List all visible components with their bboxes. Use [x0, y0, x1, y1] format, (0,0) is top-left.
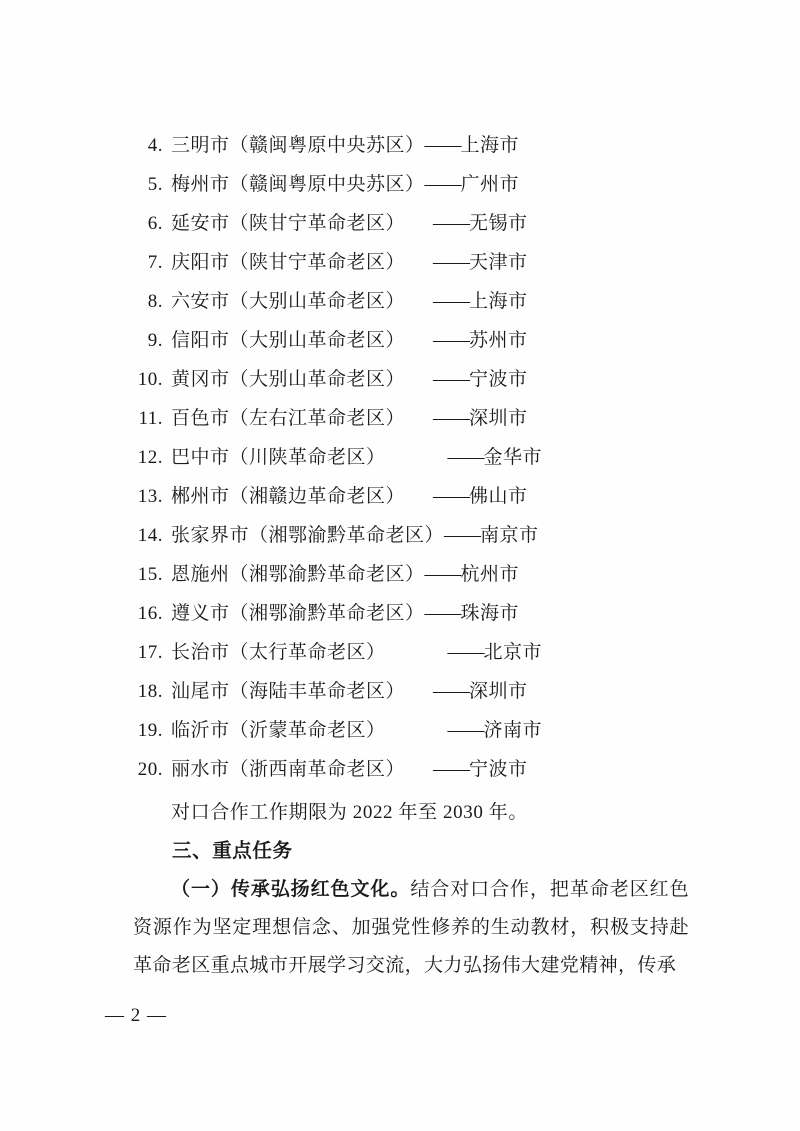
- list-item-target: 天津市: [469, 252, 528, 273]
- list-item: [133, 637, 673, 676]
- list-item: [133, 247, 673, 286]
- list-item-source: 张家界市（湘鄂渝黔革命老区）: [171, 525, 445, 546]
- list-item-dash: ——: [447, 642, 484, 663]
- list-item: [133, 442, 673, 481]
- list-item-dash: ——: [433, 759, 470, 780]
- pairing-list: [133, 130, 673, 793]
- subsection-text: 结合对口合作，把革命老区红色资源作为坚定理想信念、加强党性修养的生动教材，积极支持赴革命老区重点城市开展学习交流，大力弘扬伟大建党精神，传承: [133, 879, 689, 976]
- list-item-number: 4.: [147, 135, 163, 156]
- list-item-target: 深圳市: [469, 408, 528, 429]
- list-item-target: 无锡市: [469, 213, 528, 234]
- list-item-number: 9.: [147, 330, 163, 351]
- list-item-target: 金华市: [483, 447, 543, 468]
- subsection-paragraph: [133, 871, 689, 985]
- list-item-number: 12.: [137, 447, 163, 468]
- list-item-dash: ——: [424, 603, 461, 624]
- list-item: [133, 325, 673, 364]
- list-item-dash: ——: [424, 174, 461, 195]
- list-item-dash: ——: [433, 330, 470, 351]
- list-item-target: 上海市: [460, 135, 520, 156]
- list-item-number: 6.: [147, 213, 163, 234]
- list-item-number: 10.: [137, 369, 163, 390]
- list-item: [133, 676, 673, 715]
- list-item-number: 20.: [137, 759, 163, 780]
- list-item-source: 临沂市（沂蒙革命老区）: [171, 720, 386, 741]
- list-item-number: 8.: [147, 291, 163, 312]
- list-item-number: 16.: [137, 603, 163, 624]
- page-number: — 2 —: [105, 1005, 167, 1026]
- list-item-source: 百色市（左右江革命老区）: [171, 408, 406, 429]
- list-item-source: 庆阳市（陕甘宁革命老区）: [171, 252, 406, 273]
- page-content: [133, 130, 689, 985]
- list-item-dash: ——: [444, 525, 481, 546]
- list-item-source: 巴中市（川陕革命老区）: [171, 447, 386, 468]
- list-item-target: 杭州市: [460, 564, 520, 585]
- list-item-number: 13.: [137, 486, 163, 507]
- list-item-source: 恩施州（湘鄂渝黔革命老区）: [171, 564, 425, 585]
- list-item-dash: ——: [424, 135, 461, 156]
- list-item-source: 梅州市（赣闽粤原中央苏区）: [171, 174, 425, 195]
- list-item-target: 济南市: [483, 720, 543, 741]
- list-item-target: 佛山市: [469, 486, 528, 507]
- list-item-source: 遵义市（湘鄂渝黔革命老区）: [171, 603, 425, 624]
- list-item-target: 北京市: [483, 642, 543, 663]
- list-item-target: 宁波市: [469, 369, 528, 390]
- list-item-target: 深圳市: [469, 681, 528, 702]
- list-item: [133, 286, 673, 325]
- section-heading: 三、重点任务: [172, 840, 293, 862]
- list-item-source: 三明市（赣闽粤原中央苏区）: [171, 135, 425, 156]
- list-item-number: 7.: [147, 252, 163, 273]
- list-item-dash: ——: [424, 564, 461, 585]
- list-item-dash: ——: [447, 447, 484, 468]
- list-item-source: 汕尾市（海陆丰革命老区）: [171, 681, 406, 702]
- list-item-number: 18.: [137, 681, 163, 702]
- list-item-target: 苏州市: [469, 330, 528, 351]
- list-item-number: 14.: [137, 525, 163, 546]
- list-item: [133, 559, 673, 598]
- list-item-source: 黄冈市（大别山革命老区）: [171, 369, 406, 390]
- subsection-label: （一）传承弘扬红色文化。: [171, 879, 411, 900]
- list-item-target: 宁波市: [469, 759, 528, 780]
- list-item-number: 15.: [137, 564, 163, 585]
- list-item-dash: ——: [433, 369, 470, 390]
- list-item-dash: ——: [433, 213, 470, 234]
- cooperation-period-note: 对口合作工作期限为 2022 年至 2030 年。: [171, 802, 529, 823]
- list-item-dash: ——: [433, 291, 470, 312]
- list-item-dash: ——: [447, 720, 484, 741]
- list-item-number: 19.: [137, 720, 163, 741]
- list-item-number: 17.: [137, 642, 163, 663]
- list-item-target: 上海市: [469, 291, 528, 312]
- list-item-dash: ——: [433, 408, 470, 429]
- list-item-target: 珠海市: [460, 603, 520, 624]
- list-item-source: 长治市（太行革命老区）: [171, 642, 386, 663]
- list-item: [133, 169, 673, 208]
- list-item-dash: ——: [433, 252, 470, 273]
- list-item: [133, 754, 673, 793]
- list-item-target: 南京市: [480, 525, 539, 546]
- list-item: [133, 598, 673, 637]
- list-item-number: 5.: [147, 174, 163, 195]
- list-item: [133, 403, 673, 442]
- list-item: [133, 208, 673, 247]
- list-item-dash: ——: [433, 681, 470, 702]
- list-item-source: 六安市（大别山革命老区）: [171, 291, 406, 312]
- list-item-source: 郴州市（湘赣边革命老区）: [171, 486, 406, 507]
- list-item-source: 延安市（陕甘宁革命老区）: [171, 213, 406, 234]
- list-item: [133, 520, 673, 559]
- list-item-target: 广州市: [460, 174, 520, 195]
- list-item: [133, 364, 673, 403]
- list-item: [133, 715, 673, 754]
- list-item: [133, 130, 673, 169]
- list-item-number: 11.: [138, 408, 163, 429]
- list-item: [133, 481, 673, 520]
- list-item-source: 丽水市（浙西南革命老区）: [171, 759, 406, 780]
- list-item-source: 信阳市（大别山革命老区）: [171, 330, 406, 351]
- list-item-dash: ——: [433, 486, 470, 507]
